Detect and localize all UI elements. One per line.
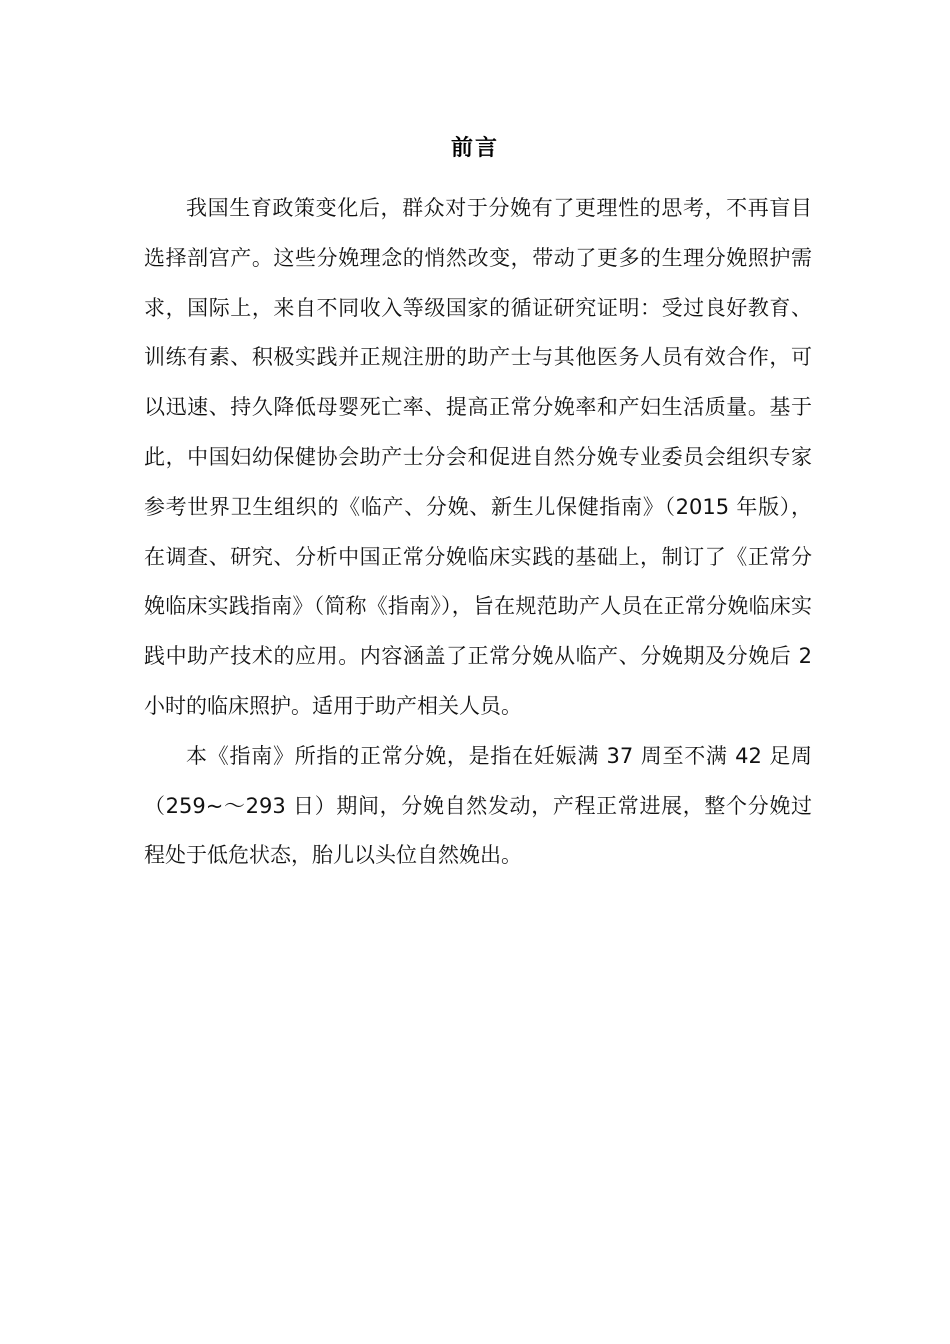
paragraph-definition: 本《指南》所指的正常分娩，是指在妊娠满 37 周至不满 42 足周（259~～293 日）期间，分娩自然发动，产程正常进展，整个分娩过程处于低危状态，胎儿以头位自然娩出。: [144, 743, 812, 868]
document-body: [144, 184, 812, 881]
document-title: 前言: [450, 136, 499, 161]
paragraph-intro: 我国生育政策变化后，群众对于分娩有了更理性的思考，不再盲目选择剖宫产。这些分娩理念的悄然改变，带动了更多的生理分娩照护需求，国际上，来自不同收入等级国家的循证研究证明：受过良好教育、训练有素、积极实践并正规注册的助产士与其他医务人员有效合作，可以迅速、持久降低母婴死亡率、提高正常分娩率和产妇生活质量。基于此，中国妇幼保健协会助产士分会和促进自然分娩专业委员会组织专家参考世界卫生组织的《临产、分娩、新生儿保健指南》（2015 年版），在调查、研究、分析中国正常分娩临床实践的基础上，制订了《正常分娩临床实践指南》（简称《指南》），旨在规范助产人员在正常分娩临床实践中助产技术的应用。内容涵盖了正常分娩从临产、分娩期及分娩后 2 小时的临床照护。适用于助产相关人员。: [144, 196, 812, 718]
